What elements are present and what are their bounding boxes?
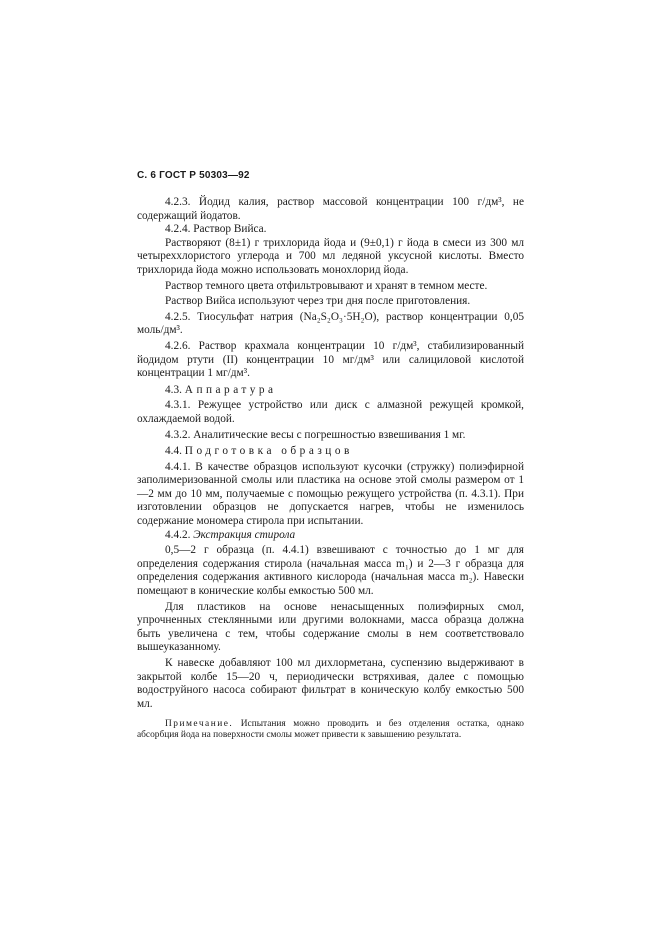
paragraph-4-2-4: 4.2.4. Раствор Вийса. bbox=[165, 223, 267, 236]
paragraph-4-3-2: 4.3.2. Аналитические весы с погрешностью взвешивания 1 мг. bbox=[165, 428, 466, 441]
paragraph-4-3-1: 4.3.1. Режущее устройство или диск с алмазной режущей кромкой, охлаждаемой водой. bbox=[137, 399, 524, 425]
paragraph-wijs-usage: Раствор Вийса используют через три дня после приготовления. bbox=[165, 295, 471, 308]
note-label: Примечание. bbox=[165, 719, 234, 730]
subsection-title: Экстракция стирола bbox=[193, 528, 296, 541]
section-heading-4-3 bbox=[137, 384, 524, 398]
paragraph-4-4-1: 4.4.1. В качестве образцов используют кусочки (стружку) полиэфирной заполимеризованной смолы или пластика на основе этой смолы размером от 1—2 мм до 10 мм, получаемые с помощью режущего устройства (п. 4.3.1). При изготовлении образцов не допускается нагрев, чтобы не изменилось содержание мономера стирола при испытании. bbox=[137, 460, 524, 528]
paragraph-dichloromethane: К навеске добавляют 100 мл дихлорметана, суспензию выдерживают в закрытой колбе 15—20 ч, периодически встряхивая, далее с помощью водоструйного насоса собирают фильтрат в коническую колбу емкостью 500 мл. bbox=[137, 657, 524, 710]
section-title: Подготовка образцов bbox=[184, 445, 353, 458]
section-title: Аппаратура bbox=[184, 383, 277, 396]
page-header: С. 6 ГОСТ Р 50303—92 bbox=[137, 170, 250, 181]
paragraph-wijs-preparation: Растворяют (8±1) г трихлорида йода и (9±0,1) г йода в смеси из 300 мл четыреххлористого углерода и 700 мл ледяной уксусной кислоты. Вместо трихлорида йода можно использовать монохлорид йода. bbox=[137, 236, 524, 276]
section-number: 4.4. bbox=[165, 445, 182, 458]
note-text: Испытания можно проводить и без отделения остатка, однако абсорбция йода на поверхности смолы может привести к завышению результата. bbox=[137, 719, 524, 741]
paragraph-sample-weighing: 0,5—2 г образца (п. 4.4.1) взвешивают с точностью до 1 мг для определения содержания стирола (начальная масса m₁) и 2—3 г образца для определения содержания активного кислорода (начальная масса m₂). Навески помещают в конические колбы емкостью 500 мл. bbox=[137, 544, 524, 598]
section-number: 4.3. bbox=[165, 383, 182, 396]
note bbox=[137, 719, 524, 741]
paragraph-4-2-3: 4.2.3. Йодид калия, раствор массовой концентрации 100 г/дм³, не содержащий йодатов. bbox=[137, 196, 524, 222]
paragraph-wijs-storage: Раствор темного цвета отфильтровывают и хранят в темном месте. bbox=[165, 279, 488, 292]
section-heading-4-4 bbox=[137, 445, 524, 459]
subsection-number: 4.4.2. bbox=[165, 528, 191, 541]
paragraph-4-2-6: 4.2.6. Раствор крахмала концентрации 10 г/дм³, стабилизированный йодидом ртути (II) концентрации 10 мг/дм³ или салициловой кислотой концентрации 1 мг/дм³. bbox=[137, 339, 524, 380]
paragraph-4-2-5: 4.2.5. Тиосульфат натрия (Na₂S₂O₃·5H₂O), раствор концентрации 0,05 моль/дм³. bbox=[137, 310, 524, 337]
subsection-heading-4-4-2 bbox=[137, 529, 524, 543]
paragraph-fiber-plastics: Для пластиков на основе ненасыщенных полиэфирных смол, упрочненных стеклянными или другими волокнами, масса образца должна быть увеличена с тем, чтобы содержание смолы в нем соответствовало вышеуказанному. bbox=[137, 600, 524, 654]
document-body bbox=[137, 196, 524, 741]
